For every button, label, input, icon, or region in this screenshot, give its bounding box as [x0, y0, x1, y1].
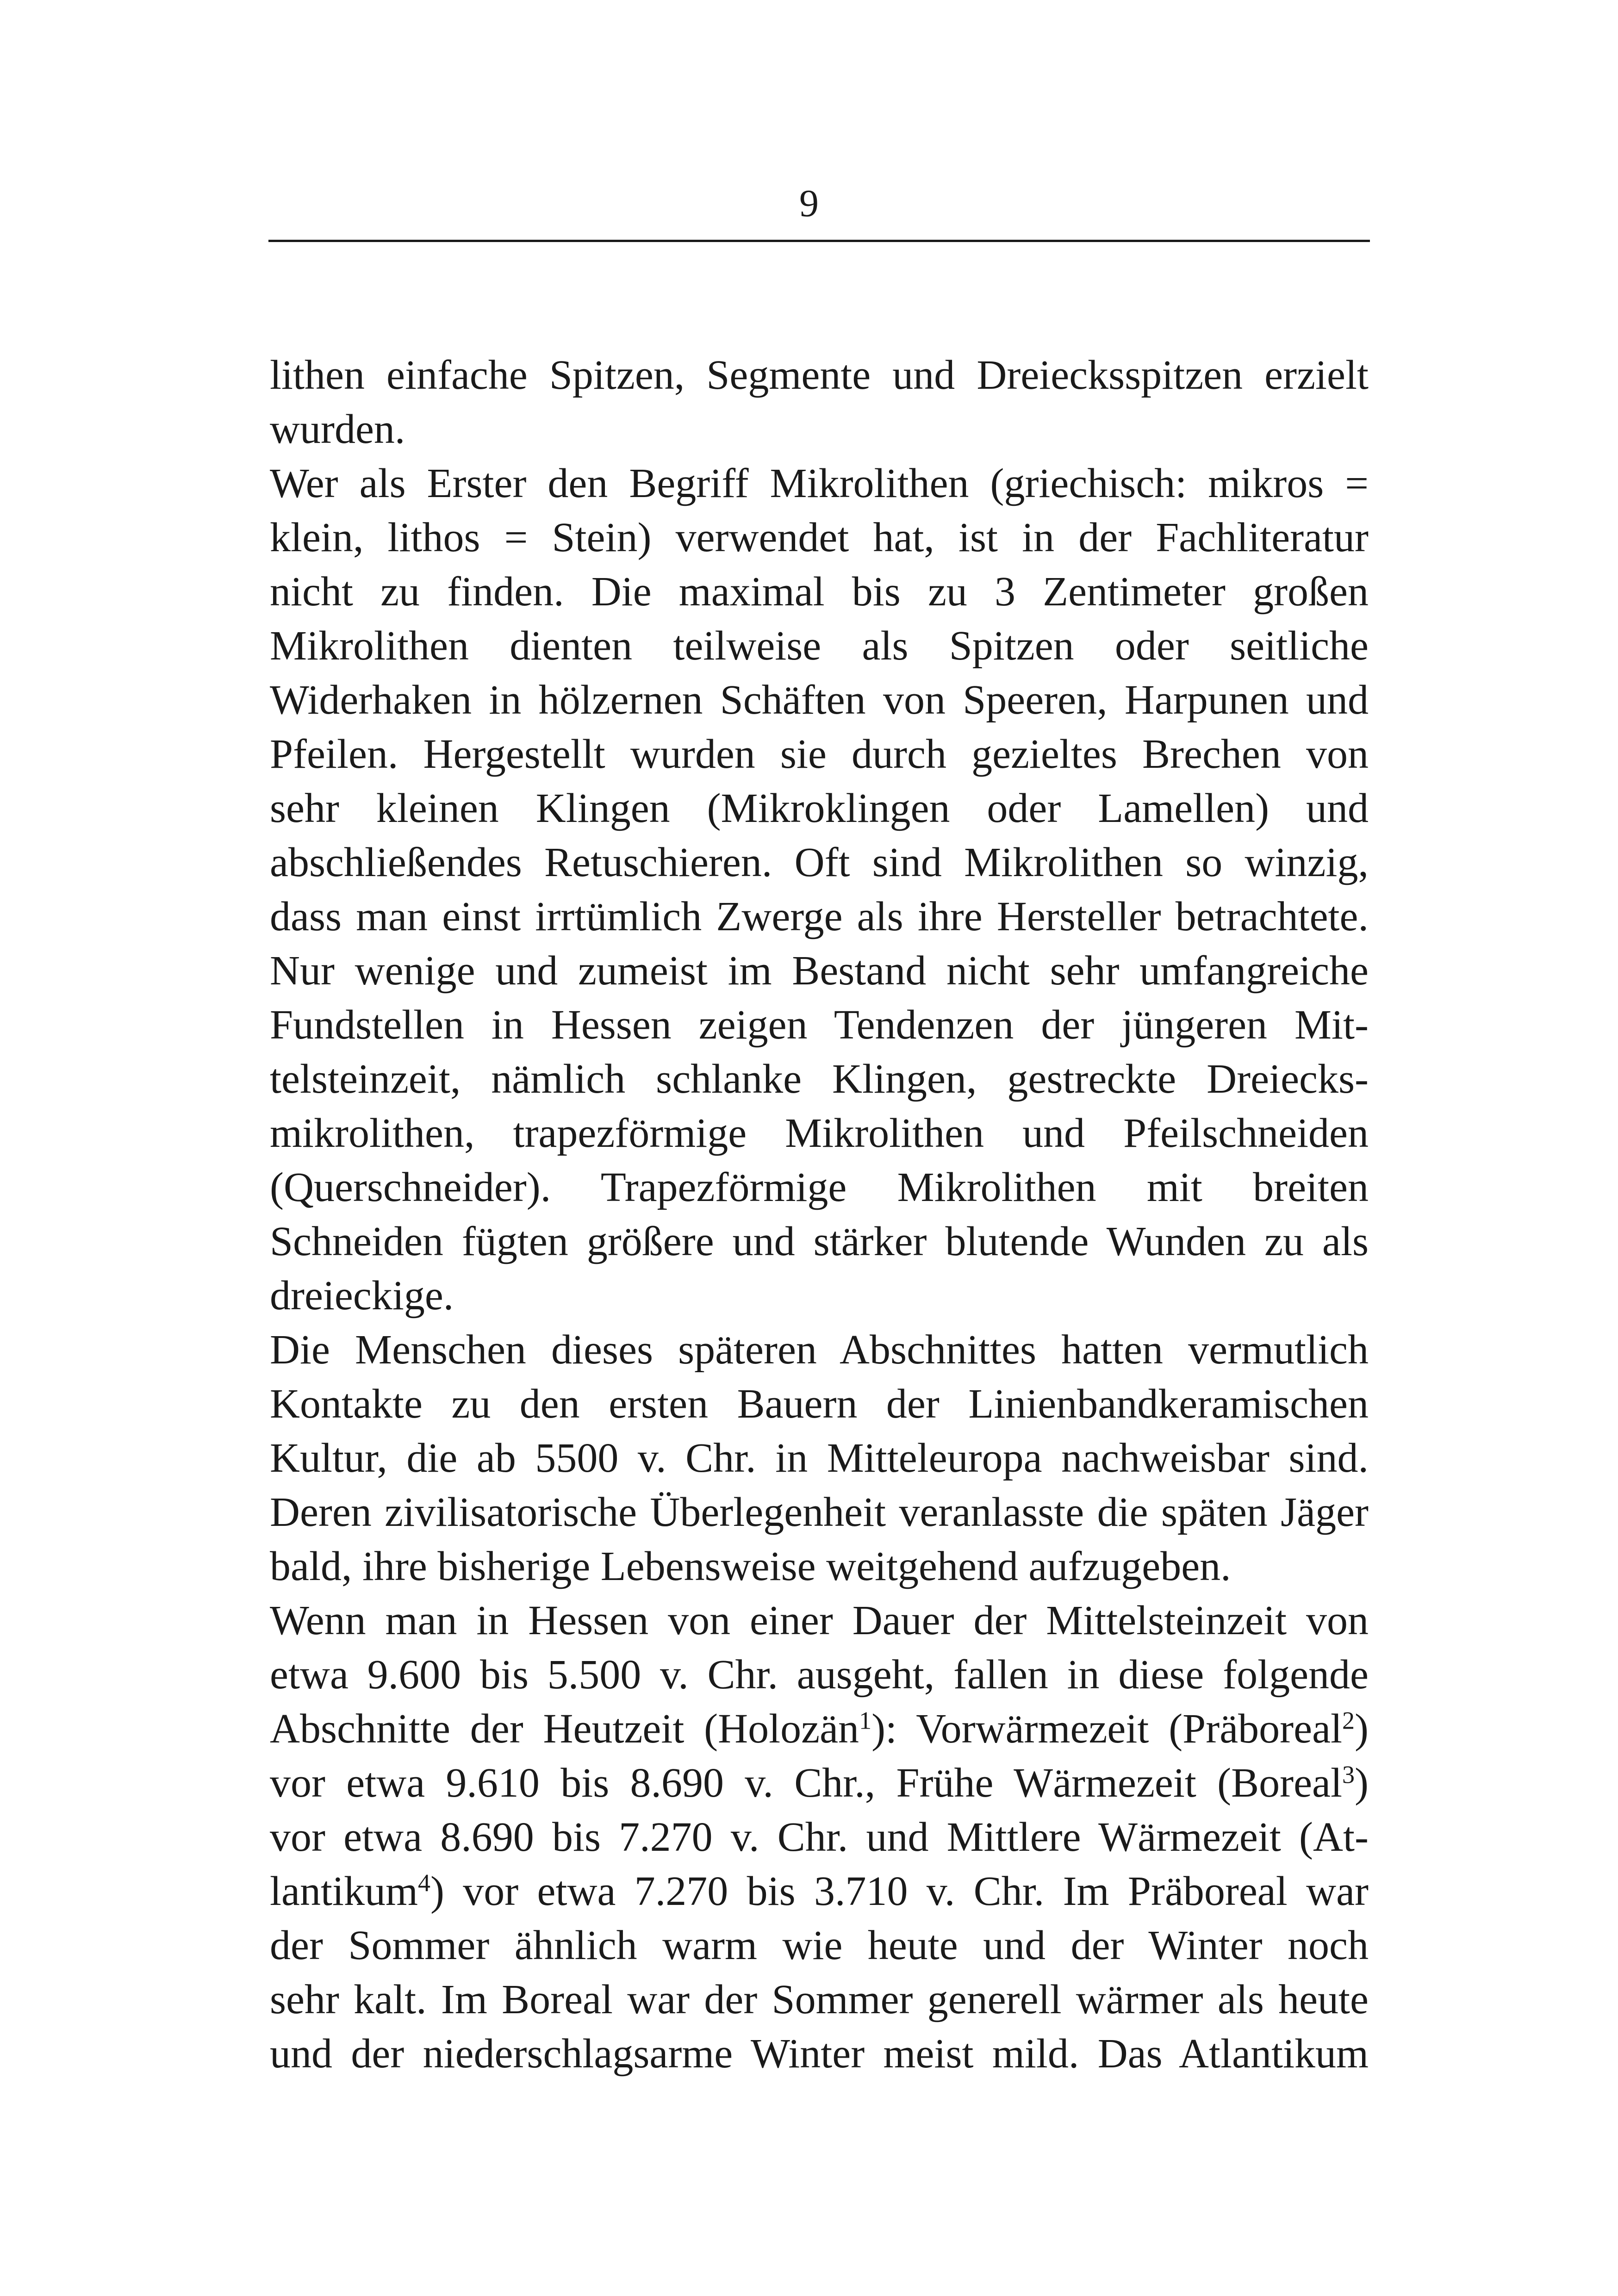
text-line: [270, 565, 1369, 619]
text-line: [270, 781, 1369, 835]
text-run: dreieckige.: [270, 1273, 454, 1319]
page-number: 9: [799, 182, 819, 225]
text-run: und der niederschlagsarme Winter meist mild. Das Atlantikum: [270, 2031, 1369, 2077]
text-run: Deren zivilisatorische Überlegenheit veranlasste die späten Jäger: [270, 1489, 1369, 1535]
paragraph: [270, 456, 1369, 1323]
text-run: bald, ihre bisherige Lebensweise weitgehend aufzugeben.: [270, 1543, 1231, 1589]
text-run: sehr kalt. Im Boreal war der Sommer generell wärmer als heute: [270, 1977, 1369, 2022]
text-line: [270, 1648, 1369, 1702]
text-run: ): [1355, 1706, 1369, 1752]
text-line: [270, 1214, 1369, 1269]
text-run: ): Vorwärmezeit (Präboreal: [871, 1706, 1343, 1752]
text-run: Widerhaken in hölzernen Schäften von Speeren, Harpunen und: [270, 677, 1369, 723]
text-run: (Querschneider). Trapezförmige Mikrolithen mit breiten: [270, 1164, 1369, 1210]
text-run: klein, lithos = Stein) verwendet hat, ist in der Fachliteratur: [270, 515, 1369, 560]
text-line: [270, 1864, 1369, 1918]
text-line: [270, 1972, 1369, 2027]
text-line: [270, 510, 1369, 565]
text-run: dass man einst irrtümlich Zwerge als ihre Hersteller betrachtete.: [270, 894, 1369, 940]
text-line: [270, 1539, 1369, 1593]
text-run: wurden.: [270, 406, 405, 452]
paragraph: [270, 1323, 1369, 1593]
text-run: der Sommer ähnlich warm wie heute und der Winter noch: [270, 1923, 1369, 1968]
header-rule: [268, 240, 1370, 242]
text-line: [270, 673, 1369, 727]
text-run: Abschnitte der Heutzeit (Holozän: [270, 1706, 859, 1752]
text-run: Schneiden fügten größere und stärker blutende Wunden zu als: [270, 1219, 1369, 1264]
footnote-marker: 4: [417, 1869, 430, 1897]
text-line: [270, 1485, 1369, 1539]
text-line: [270, 456, 1369, 510]
footnote-marker: 3: [1342, 1761, 1355, 1789]
text-line: [270, 1323, 1369, 1377]
text-line: [270, 1431, 1369, 1485]
text-run: Wenn man in Hessen von einer Dauer der Mittelsteinzeit von: [270, 1598, 1369, 1643]
text-run: nicht zu finden. Die maximal bis zu 3 Zentimeter großen: [270, 569, 1369, 615]
text-run: abschließendes Retuschieren. Oft sind Mikrolithen so winzig,: [270, 840, 1369, 885]
text-run: Wer als Erster den Begriff Mikrolithen (griechisch: mikros =: [270, 460, 1369, 506]
text-run: ): [1355, 1760, 1369, 1806]
text-line: [270, 1756, 1369, 1810]
footnote-marker: 1: [859, 1706, 872, 1735]
text-line: [270, 1052, 1369, 1106]
text-line: [270, 1702, 1369, 1756]
text-line: [270, 835, 1369, 890]
text-run: Pfeilen. Hergestellt wurden sie durch gezieltes Brechen von: [270, 731, 1369, 777]
body-text: [270, 348, 1369, 2081]
text-run: Fundstellen in Hessen zeigen Tendenzen der jüngeren Mit-: [270, 1002, 1369, 1048]
text-line: [270, 1918, 1369, 1972]
text-run: lantikum: [270, 1868, 418, 1914]
text-run: sehr kleinen Klingen (Mikroklingen oder Lamellen) und: [270, 785, 1369, 831]
text-run: Kultur, die ab 5500 v. Chr. in Mitteleuropa nachweisbar sind.: [270, 1435, 1369, 1481]
text-run: Nur wenige und zumeist im Bestand nicht sehr umfangreiche: [270, 948, 1369, 994]
text-run: ) vor etwa 7.270 bis 3.710 v. Chr. Im Präboreal war: [430, 1868, 1369, 1914]
text-run: telsteinzeit, nämlich schlanke Klingen, gestreckte Dreiecks-: [270, 1056, 1369, 1102]
text-line: [270, 348, 1369, 402]
paragraph: [270, 1593, 1369, 2081]
text-line: [270, 998, 1369, 1052]
text-run: Kontakte zu den ersten Bauern der Linienbandkeramischen: [270, 1381, 1369, 1427]
text-run: etwa 9.600 bis 5.500 v. Chr. ausgeht, fallen in diese folgende: [270, 1652, 1369, 1698]
text-line: [270, 890, 1369, 944]
text-line: [270, 727, 1369, 781]
footnote-marker: 2: [1342, 1706, 1355, 1735]
text-line: [270, 1269, 1369, 1323]
text-line: [270, 1593, 1369, 1648]
text-line: [270, 1106, 1369, 1160]
text-run: vor etwa 8.690 bis 7.270 v. Chr. und Mittlere Wärmezeit (At-: [270, 1814, 1369, 1860]
text-line: [270, 1377, 1369, 1431]
text-line: [270, 402, 1369, 456]
paragraph: [270, 348, 1369, 456]
text-line: [270, 1160, 1369, 1214]
text-run: Mikrolithen dienten teilweise als Spitzen oder seitliche: [270, 623, 1369, 669]
text-run: mikrolithen, trapezförmige Mikrolithen und Pfeilschneiden: [270, 1110, 1369, 1156]
text-run: vor etwa 9.610 bis 8.690 v. Chr., Frühe Wärmezeit (Boreal: [270, 1760, 1343, 1806]
text-line: [270, 619, 1369, 673]
text-line: [270, 944, 1369, 998]
text-line: [270, 2027, 1369, 2081]
text-line: [270, 1810, 1369, 1864]
text-run: Die Menschen dieses späteren Abschnittes hatten vermutlich: [270, 1327, 1369, 1373]
text-run: lithen einfache Spitzen, Segmente und Dreiecksspitzen erzielt: [270, 352, 1369, 398]
